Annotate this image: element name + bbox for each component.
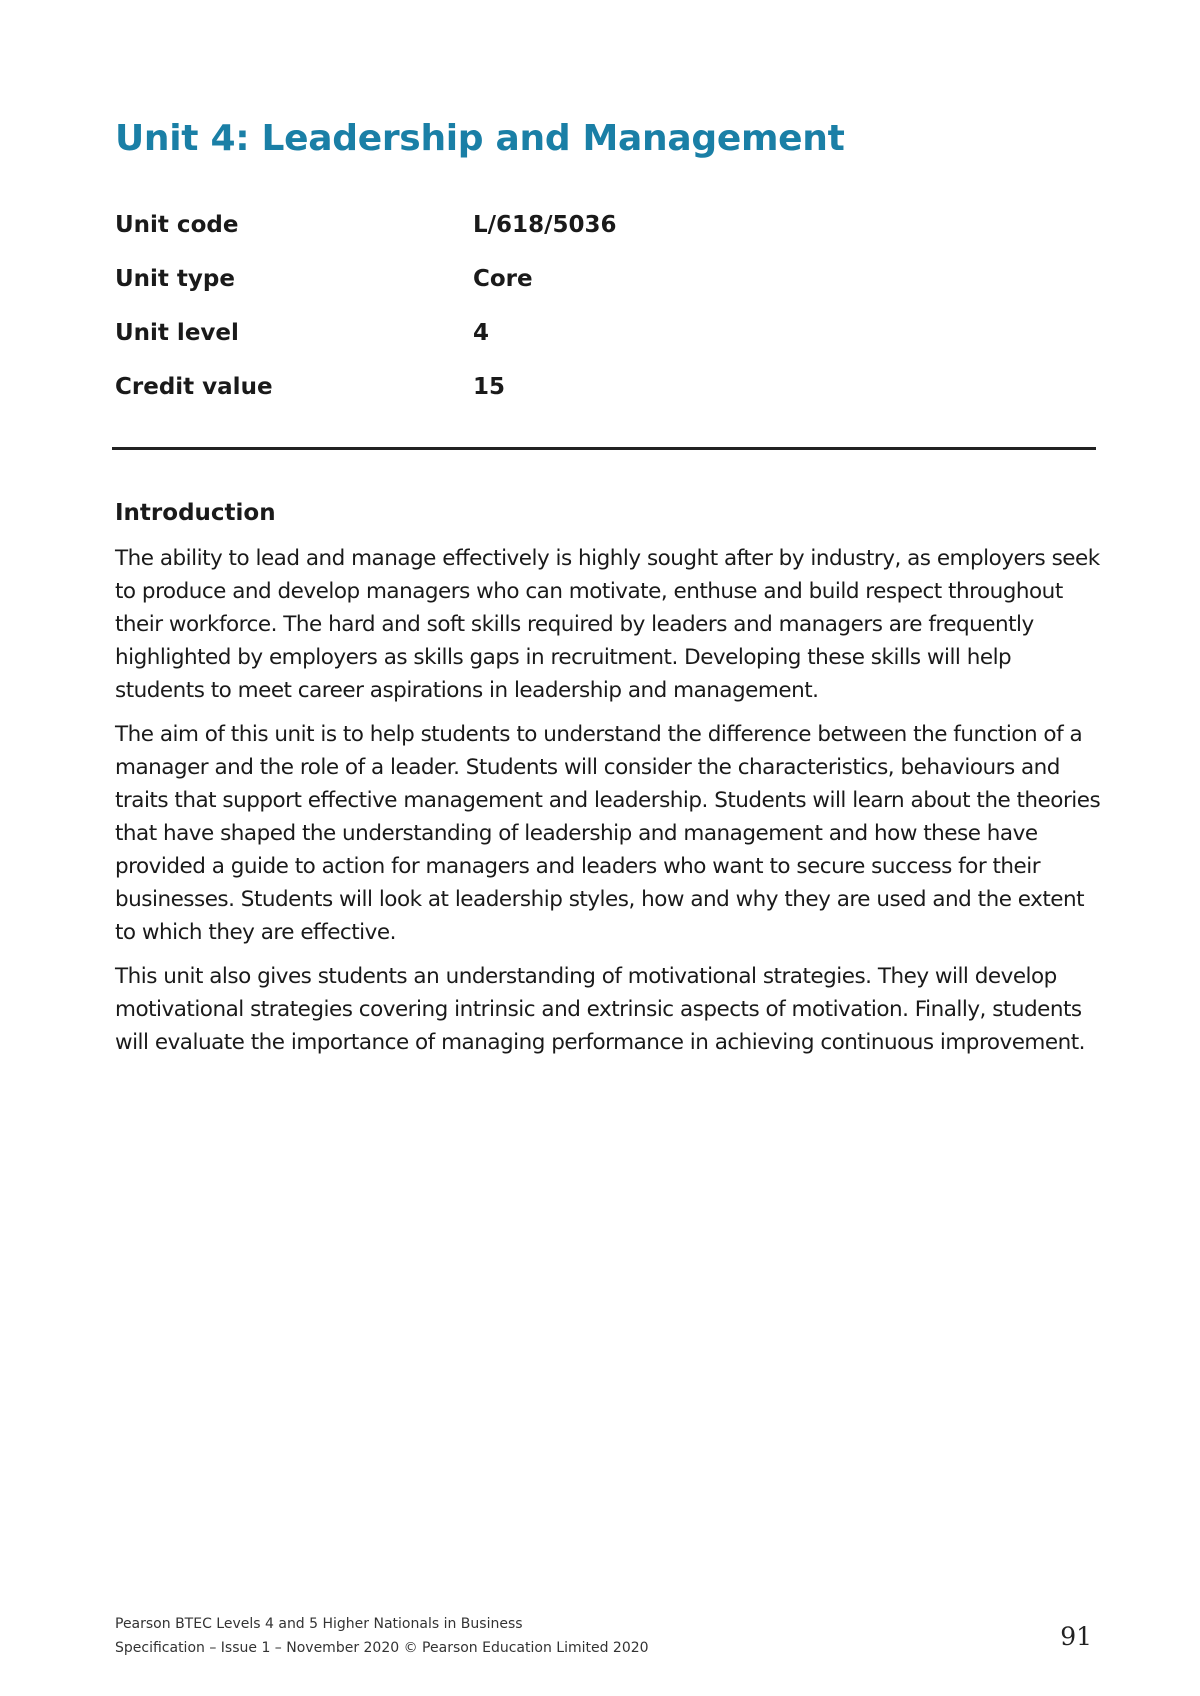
meta-row-unit-code bbox=[115, 212, 815, 266]
footer-line-title: Pearson BTEC Levels 4 and 5 Higher Nationals in Business bbox=[115, 1616, 523, 1632]
page-number: 91 bbox=[1060, 1622, 1092, 1651]
introduction-paragraph: The ability to lead and manage effectively is highly sought after by industry, as employers seek to produce and develop managers who can motivate, enthuse and build respect throughout their workforce. The hard and soft skills required by leaders and managers are frequently highlighted by employers as skills gaps in recruitment. Developing these skills will help students to meet career aspirations in leadership and management. bbox=[115, 546, 1100, 703]
meta-label: Credit value bbox=[115, 374, 273, 400]
meta-label: Unit code bbox=[115, 212, 239, 238]
meta-row-credit-value bbox=[115, 374, 815, 428]
introduction-heading: Introduction bbox=[115, 500, 276, 526]
meta-row-unit-level bbox=[115, 320, 815, 374]
introduction-paragraph: This unit also gives students an understanding of motivational strategies. They will develop motivational strategies covering intrinsic and extrinsic aspects of motivation. Finally, students will evaluate the importance of managing performance in achieving continuous improvement. bbox=[115, 964, 1085, 1055]
introduction-paragraph: The aim of this unit is to help students to understand the difference between the function of a manager and the role of a leader. Students will consider the characteristics, behaviours and traits that support effective management and leadership. Students will learn about the theories that have shaped the understanding of leadership and management and how these have provided a guide to action for managers and leaders who want to secure success for their businesses. Students will look at leadership styles, how and why they are used and the extent to which they are effective. bbox=[115, 722, 1101, 945]
meta-value: L/618/5036 bbox=[473, 212, 617, 238]
meta-row-unit-type bbox=[115, 266, 815, 320]
section-divider bbox=[112, 447, 1096, 450]
page-footer bbox=[115, 1612, 649, 1660]
meta-value: 4 bbox=[473, 320, 490, 346]
meta-value: 15 bbox=[473, 374, 506, 400]
unit-meta-table bbox=[115, 212, 815, 428]
unit-title: Unit 4: Leadership and Management bbox=[115, 118, 845, 159]
meta-label: Unit level bbox=[115, 320, 239, 346]
introduction-section bbox=[115, 500, 1105, 1070]
meta-label: Unit type bbox=[115, 266, 235, 292]
meta-value: Core bbox=[473, 266, 533, 292]
footer-line-spec: Specification – Issue 1 – November 2020 © Pearson Education Limited 2020 bbox=[115, 1640, 649, 1656]
